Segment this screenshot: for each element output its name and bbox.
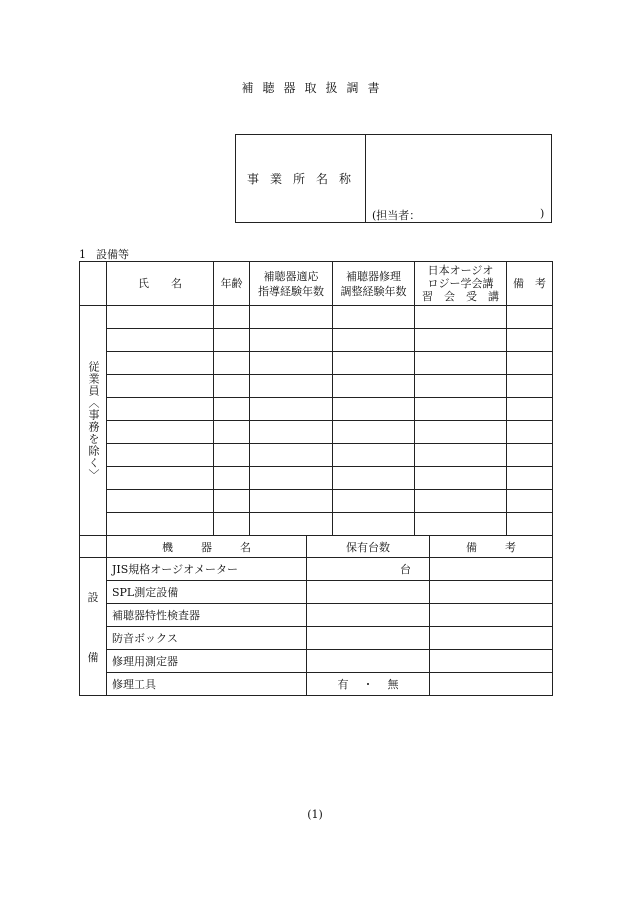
table-row (80, 513, 553, 536)
cell-age[interactable] (214, 329, 250, 352)
header-course-line1: 日本オージオ (427, 264, 494, 277)
equipment-availability[interactable]: 有・無 (307, 673, 430, 696)
header-course-line2: ロジー学会講 (427, 277, 494, 290)
cell-repair[interactable] (333, 306, 415, 329)
staff-side-label: 従業員〈事務を除く〉 (87, 360, 100, 481)
equipment-name: 補聴器特性検査器 (107, 604, 307, 627)
table-row (80, 352, 553, 375)
cell-course[interactable] (415, 329, 507, 352)
cell-course[interactable] (415, 352, 507, 375)
staff-table (79, 261, 553, 536)
header-equipment-name-text: 機器名 (162, 540, 279, 554)
cell-course[interactable] (415, 467, 507, 490)
header-equipment-name (107, 536, 307, 558)
cell-name[interactable] (107, 352, 214, 375)
cell-remarks[interactable] (507, 375, 553, 398)
cell-age[interactable] (214, 398, 250, 421)
equipment-remarks[interactable] (430, 604, 553, 627)
header-age-text: 年齢 (220, 277, 243, 290)
equipment-count[interactable]: 台 (307, 558, 430, 581)
equipment-header-blank (80, 536, 107, 558)
table-row (80, 444, 553, 467)
table-row (80, 306, 553, 329)
table-row (80, 673, 553, 696)
equipment-count[interactable] (307, 581, 430, 604)
header-remarks (507, 262, 553, 306)
cell-remarks[interactable] (507, 513, 553, 536)
header-course (415, 262, 507, 306)
staff-side-label-cell (80, 306, 107, 536)
equipment-name: SPL測定設備 (107, 581, 307, 604)
section-title: 設備等 (96, 248, 129, 261)
header-name-text: 氏 名 (138, 277, 182, 290)
header-age (214, 262, 250, 306)
cell-course[interactable] (415, 513, 507, 536)
equipment-name: JIS規格オージオメーター (107, 558, 307, 581)
staff-header-blank (80, 262, 107, 306)
cell-remarks[interactable] (507, 306, 553, 329)
cell-fitting[interactable] (250, 467, 333, 490)
cell-age[interactable] (214, 467, 250, 490)
cell-repair[interactable] (333, 329, 415, 352)
person-in-charge-label: (担当者： (372, 209, 421, 222)
cell-repair[interactable] (333, 398, 415, 421)
table-row (80, 650, 553, 673)
equipment-header-row (80, 536, 553, 558)
table-row (80, 329, 553, 352)
header-fitting-years (250, 262, 333, 306)
equipment-name: 修理工具 (107, 673, 307, 696)
header-equipment-remarks (430, 536, 553, 558)
staff-header-row (80, 262, 553, 306)
header-repair-line2: 調整経験年数 (340, 284, 407, 298)
equipment-remarks[interactable] (430, 673, 553, 696)
cell-fitting[interactable] (250, 306, 333, 329)
cell-remarks[interactable] (507, 398, 553, 421)
equipment-side-label-top: 設 (87, 590, 99, 604)
table-row (80, 627, 553, 650)
cell-remarks[interactable] (507, 329, 553, 352)
person-in-charge-close: ) (540, 207, 545, 220)
equipment-table (79, 535, 553, 696)
header-equipment-remarks-text: 備考 (466, 540, 544, 554)
cell-age[interactable] (214, 513, 250, 536)
header-repair-years (333, 262, 415, 306)
cell-name[interactable] (107, 467, 214, 490)
cell-repair[interactable] (333, 421, 415, 444)
cell-name[interactable] (107, 375, 214, 398)
equipment-remarks[interactable] (430, 627, 553, 650)
cell-fitting[interactable] (250, 490, 333, 513)
equipment-remarks[interactable] (430, 581, 553, 604)
table-row (80, 581, 553, 604)
cell-remarks[interactable] (507, 444, 553, 467)
cell-name[interactable] (107, 513, 214, 536)
table-row (80, 490, 553, 513)
equipment-remarks[interactable] (430, 650, 553, 673)
cell-name[interactable] (107, 444, 214, 467)
cell-remarks[interactable] (507, 490, 553, 513)
cell-age[interactable] (214, 444, 250, 467)
header-name (107, 262, 214, 306)
cell-fitting[interactable] (250, 398, 333, 421)
table-row (80, 467, 553, 490)
table-row (80, 375, 553, 398)
cell-age[interactable] (214, 375, 250, 398)
cell-course[interactable] (415, 444, 507, 467)
cell-name[interactable] (107, 398, 214, 421)
cell-name[interactable] (107, 421, 214, 444)
table-row (80, 558, 553, 581)
cell-fitting[interactable] (250, 329, 333, 352)
cell-age[interactable] (214, 306, 250, 329)
cell-course[interactable] (415, 398, 507, 421)
cell-course[interactable] (415, 490, 507, 513)
cell-remarks[interactable] (507, 421, 553, 444)
header-course-line3: 習 会 受 講 (422, 290, 499, 303)
page-number: (1) (307, 808, 323, 821)
cell-fitting[interactable] (250, 421, 333, 444)
table-row (80, 398, 553, 421)
cell-fitting[interactable] (250, 444, 333, 467)
table-row (80, 604, 553, 627)
cell-name[interactable] (107, 490, 214, 513)
header-fitting-line2: 指導経験年数 (258, 284, 324, 298)
header-repair-line1: 補聴器修理 (346, 269, 401, 283)
cell-fitting[interactable] (250, 513, 333, 536)
cell-name[interactable] (107, 306, 214, 329)
cell-age[interactable] (214, 490, 250, 513)
cell-repair[interactable] (333, 513, 415, 536)
header-remarks-text: 備 考 (513, 277, 546, 290)
office-name-label: 事業所名称 (236, 135, 366, 222)
equipment-name: 修理用測定器 (107, 650, 307, 673)
cell-age[interactable] (214, 421, 250, 444)
cell-age[interactable] (214, 352, 250, 375)
cell-repair[interactable] (333, 467, 415, 490)
equipment-count[interactable] (307, 627, 430, 650)
document-title: 補聴器取扱調書 (241, 81, 389, 95)
cell-fitting[interactable] (250, 352, 333, 375)
cell-course[interactable] (415, 375, 507, 398)
section-heading (79, 246, 129, 262)
equipment-side-label-bottom: 備 (87, 650, 99, 664)
equipment-remarks[interactable] (430, 558, 553, 581)
office-name-box (235, 134, 552, 223)
equipment-count[interactable] (307, 604, 430, 627)
section-number: 1 (79, 248, 86, 261)
table-row (80, 421, 553, 444)
cell-fitting[interactable] (250, 375, 333, 398)
cell-repair[interactable] (333, 490, 415, 513)
cell-repair[interactable] (333, 444, 415, 467)
equipment-side-label-cell (80, 558, 107, 696)
cell-course[interactable] (415, 421, 507, 444)
cell-repair[interactable] (333, 375, 415, 398)
header-equipment-count-text: 保有台数 (346, 540, 390, 554)
cell-repair[interactable] (333, 352, 415, 375)
header-fitting-line1: 補聴器適応 (263, 269, 319, 283)
cell-remarks[interactable] (507, 352, 553, 375)
cell-course[interactable] (415, 306, 507, 329)
person-in-charge-field[interactable] (372, 207, 545, 223)
equipment-count[interactable] (307, 650, 430, 673)
cell-name[interactable] (107, 329, 214, 352)
header-equipment-count (307, 536, 430, 558)
equipment-name: 防音ボックス (107, 627, 307, 650)
cell-remarks[interactable] (507, 467, 553, 490)
